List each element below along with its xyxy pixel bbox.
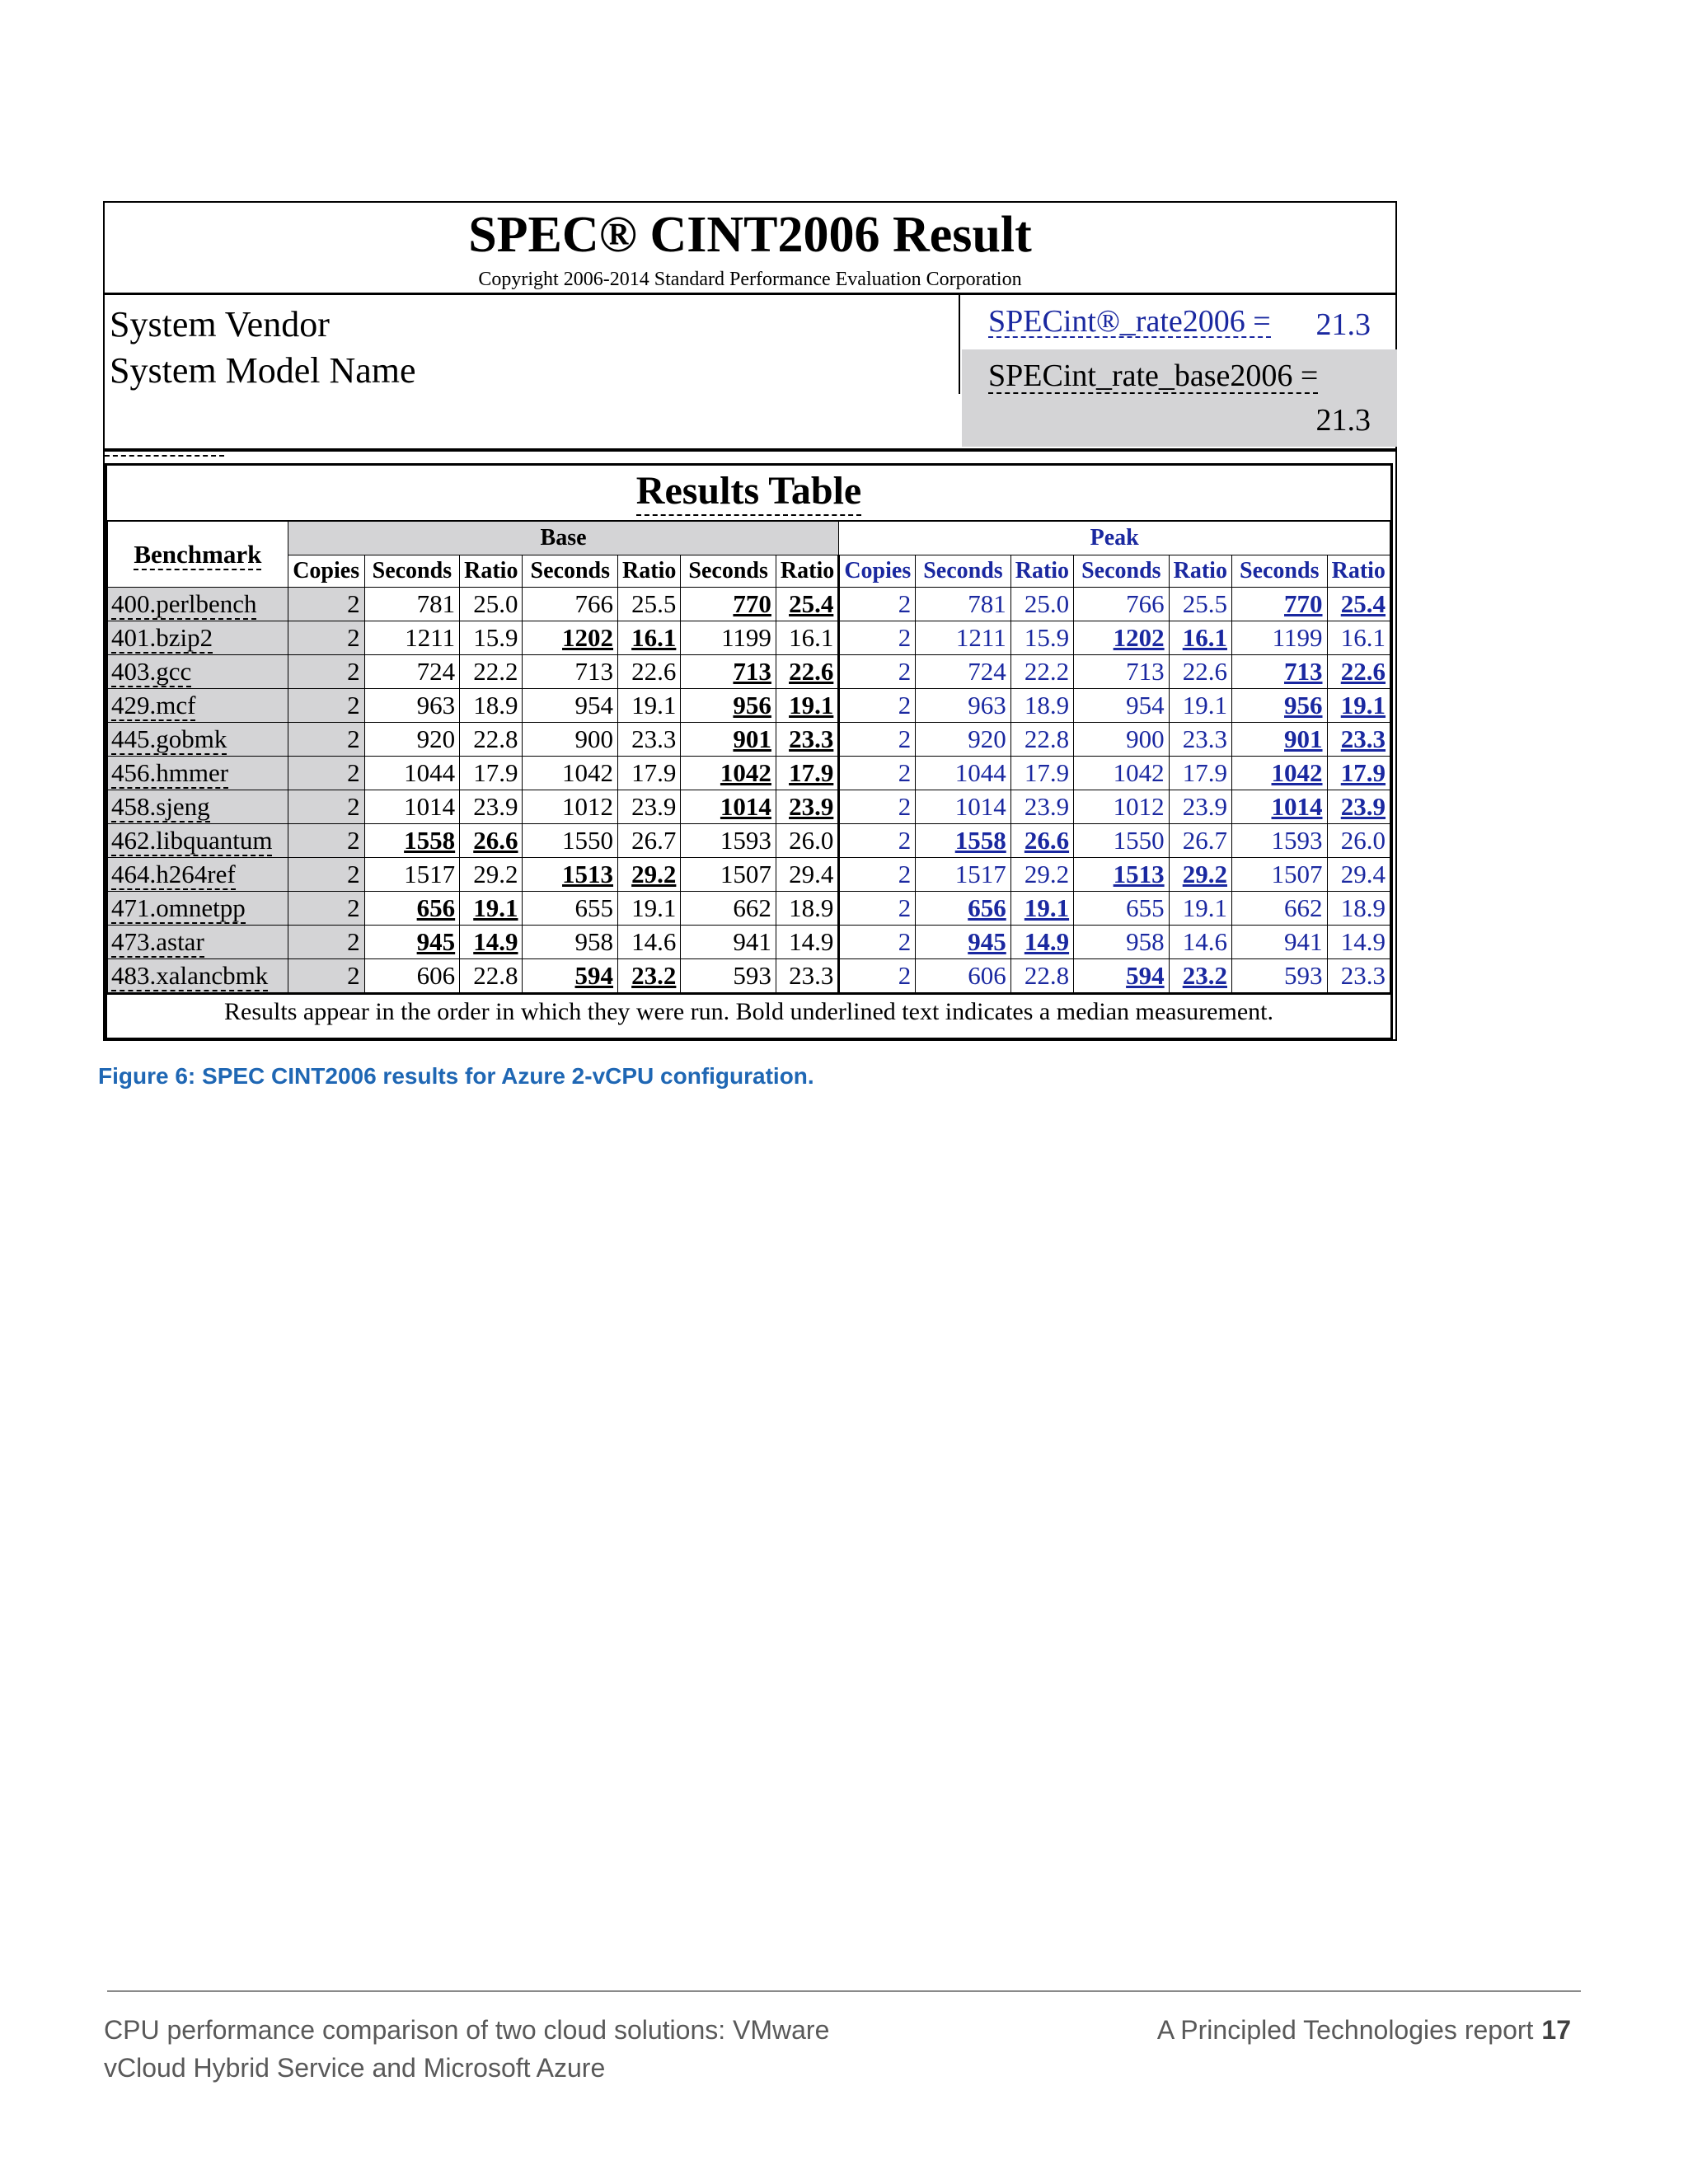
table-cell: 941 <box>681 926 776 959</box>
base-label: SPECint_rate_base2006 = <box>988 359 1319 393</box>
benchmark-name-cell <box>108 824 288 858</box>
table-cell: 26.7 <box>618 824 681 858</box>
table-row <box>108 757 1390 790</box>
table-cell: 22.8 <box>1010 723 1073 757</box>
table-cell: 1042 <box>523 757 618 790</box>
table-cell: 1211 <box>916 621 1011 655</box>
table-cell: 2 <box>839 655 916 689</box>
table-cell: 2 <box>288 621 364 655</box>
table-cell: 2 <box>839 926 916 959</box>
results-table <box>107 520 1390 993</box>
table-cell: 956 <box>681 689 776 723</box>
rate-label: SPECint®_rate2006 = <box>988 304 1271 339</box>
peak-col-header-seconds: Seconds <box>1231 555 1327 588</box>
rate-value: 21.3 <box>1315 307 1371 342</box>
table-cell: 2 <box>288 892 364 926</box>
table-cell: 1199 <box>681 621 776 655</box>
benchmark-name-cell <box>108 723 288 757</box>
table-cell: 1513 <box>1074 858 1170 892</box>
table-cell: 22.6 <box>618 655 681 689</box>
table-cell: 594 <box>1074 959 1170 993</box>
table-cell: 766 <box>523 588 618 621</box>
table-row <box>108 790 1390 824</box>
benchmark-name: 445.gobmk <box>111 724 227 753</box>
table-cell: 22.8 <box>460 959 523 993</box>
benchmark-name-cell <box>108 757 288 790</box>
benchmark-name-cell <box>108 689 288 723</box>
peak-col-header-ratio: Ratio <box>1169 555 1231 588</box>
table-cell: 920 <box>364 723 460 757</box>
table-cell: 22.6 <box>1169 655 1231 689</box>
peak-col-header-seconds: Seconds <box>1074 555 1170 588</box>
table-cell: 2 <box>839 790 916 824</box>
table-cell: 781 <box>916 588 1011 621</box>
table-cell: 23.9 <box>1327 790 1390 824</box>
table-cell: 23.2 <box>618 959 681 993</box>
table-cell: 656 <box>364 892 460 926</box>
peak-group-header: Peak <box>839 521 1390 555</box>
table-cell: 713 <box>523 655 618 689</box>
table-row <box>108 588 1390 621</box>
table-cell: 662 <box>1231 892 1327 926</box>
table-cell: 920 <box>916 723 1011 757</box>
table-cell: 14.9 <box>1010 926 1073 959</box>
results-note: Results appear in the order in which they were run. Bold underlined text indicates a median measurement. <box>107 993 1390 1031</box>
table-cell: 16.1 <box>618 621 681 655</box>
table-cell: 29.2 <box>1169 858 1231 892</box>
benchmark-name-cell <box>108 959 288 993</box>
benchmark-name: 462.libquantum <box>111 826 273 855</box>
table-cell: 1550 <box>523 824 618 858</box>
table-cell: 19.1 <box>1010 892 1073 926</box>
table-row <box>108 959 1390 993</box>
table-cell: 2 <box>288 723 364 757</box>
results-table-title <box>107 466 1390 520</box>
table-cell: 1044 <box>916 757 1011 790</box>
table-cell: 900 <box>523 723 618 757</box>
footer-title <box>104 2011 928 2087</box>
table-cell: 16.1 <box>1169 621 1231 655</box>
table-cell: 2 <box>288 790 364 824</box>
table-cell: 19.1 <box>460 892 523 926</box>
table-cell: 2 <box>839 588 916 621</box>
table-cell: 2 <box>288 858 364 892</box>
results-title-text: Results Table <box>636 469 861 516</box>
benchmark-name-cell <box>108 892 288 926</box>
table-cell: 2 <box>288 959 364 993</box>
table-cell: 1042 <box>1231 757 1327 790</box>
table-cell: 23.3 <box>1327 723 1390 757</box>
table-cell: 18.9 <box>460 689 523 723</box>
table-cell: 1550 <box>1074 824 1170 858</box>
table-cell: 14.6 <box>1169 926 1231 959</box>
table-cell: 2 <box>839 959 916 993</box>
table-cell: 2 <box>288 655 364 689</box>
table-cell: 901 <box>1231 723 1327 757</box>
table-cell: 15.9 <box>1010 621 1073 655</box>
table-cell: 25.0 <box>460 588 523 621</box>
table-cell: 29.2 <box>1010 858 1073 892</box>
peak-col-header-ratio: Ratio <box>1010 555 1073 588</box>
table-cell: 17.9 <box>1327 757 1390 790</box>
table-cell: 1042 <box>681 757 776 790</box>
benchmark-name: 483.xalancbmk <box>111 961 269 990</box>
base-col-header-seconds: Seconds <box>364 555 460 588</box>
table-cell: 1014 <box>364 790 460 824</box>
table-cell: 14.6 <box>618 926 681 959</box>
table-cell: 29.2 <box>618 858 681 892</box>
table-cell: 29.4 <box>776 858 838 892</box>
table-cell: 1012 <box>523 790 618 824</box>
table-cell: 958 <box>1074 926 1170 959</box>
dashed-divider <box>105 455 224 457</box>
table-cell: 593 <box>1231 959 1327 993</box>
benchmark-header <box>108 521 288 588</box>
base-col-header-ratio: Ratio <box>618 555 681 588</box>
benchmark-name: 464.h264ref <box>111 860 236 888</box>
table-cell: 19.1 <box>776 689 838 723</box>
table-cell: 2 <box>288 824 364 858</box>
table-cell: 963 <box>916 689 1011 723</box>
table-cell: 1202 <box>523 621 618 655</box>
peak-col-header-copies: Copies <box>839 555 916 588</box>
table-cell: 17.9 <box>776 757 838 790</box>
table-cell: 25.0 <box>1010 588 1073 621</box>
benchmark-name-cell <box>108 588 288 621</box>
table-cell: 1012 <box>1074 790 1170 824</box>
table-cell: 656 <box>916 892 1011 926</box>
spec-title: SPEC® CINT2006 Result <box>468 207 1032 263</box>
benchmark-name: 429.mcf <box>111 691 196 719</box>
footer-divider <box>107 1990 1581 1992</box>
base-metric <box>962 349 1397 447</box>
table-cell: 23.3 <box>1169 723 1231 757</box>
table-cell: 23.9 <box>618 790 681 824</box>
table-cell: 606 <box>364 959 460 993</box>
table-cell: 1014 <box>681 790 776 824</box>
table-cell: 26.0 <box>1327 824 1390 858</box>
peak-col-header-ratio: Ratio <box>1327 555 1390 588</box>
table-row <box>108 858 1390 892</box>
metrics-divider <box>959 295 960 394</box>
table-cell: 25.5 <box>618 588 681 621</box>
system-info-row <box>105 295 1395 452</box>
base-col-header-seconds: Seconds <box>681 555 776 588</box>
table-cell: 18.9 <box>776 892 838 926</box>
table-cell: 23.3 <box>1327 959 1390 993</box>
table-cell: 770 <box>681 588 776 621</box>
table-cell: 1593 <box>681 824 776 858</box>
base-value: 21.3 <box>1315 403 1371 438</box>
benchmark-name: 471.omnetpp <box>111 893 246 922</box>
table-row <box>108 621 1390 655</box>
table-cell: 1513 <box>523 858 618 892</box>
footer-report <box>989 2011 1571 2049</box>
table-cell: 2 <box>288 757 364 790</box>
table-cell: 1042 <box>1074 757 1170 790</box>
table-cell: 17.9 <box>460 757 523 790</box>
table-cell: 23.3 <box>776 959 838 993</box>
table-cell: 26.7 <box>1169 824 1231 858</box>
table-row <box>108 926 1390 959</box>
table-cell: 1517 <box>364 858 460 892</box>
table-cell: 23.9 <box>1169 790 1231 824</box>
table-cell: 22.6 <box>1327 655 1390 689</box>
table-cell: 655 <box>1074 892 1170 926</box>
table-cell: 655 <box>523 892 618 926</box>
rate-metric <box>962 295 1397 349</box>
table-cell: 15.9 <box>460 621 523 655</box>
spec-header <box>105 203 1395 295</box>
results-body <box>108 588 1390 993</box>
table-cell: 1507 <box>681 858 776 892</box>
table-cell: 26.0 <box>776 824 838 858</box>
table-cell: 1199 <box>1231 621 1327 655</box>
table-cell: 14.9 <box>1327 926 1390 959</box>
table-cell: 18.9 <box>1010 689 1073 723</box>
table-cell: 954 <box>523 689 618 723</box>
table-cell: 945 <box>916 926 1011 959</box>
base-group-header: Base <box>288 521 839 555</box>
table-cell: 19.1 <box>1169 892 1231 926</box>
base-col-header-seconds: Seconds <box>523 555 618 588</box>
table-cell: 2 <box>839 892 916 926</box>
footer-title-line2: vCloud Hybrid Service and Microsoft Azure <box>104 2053 606 2083</box>
table-cell: 1014 <box>1231 790 1327 824</box>
table-cell: 1014 <box>916 790 1011 824</box>
table-row <box>108 824 1390 858</box>
benchmark-name: 401.bzip2 <box>111 623 213 652</box>
table-cell: 901 <box>681 723 776 757</box>
benchmark-header-text: Benchmark <box>134 539 262 569</box>
table-cell: 2 <box>839 824 916 858</box>
base-col-header-copies: Copies <box>288 555 364 588</box>
table-cell: 713 <box>1231 655 1327 689</box>
table-cell: 23.9 <box>1010 790 1073 824</box>
footer-report-text: A Principled Technologies report <box>1156 2015 1534 2045</box>
system-model-label: System Model Name <box>110 350 416 391</box>
table-cell: 23.2 <box>1169 959 1231 993</box>
table-cell: 770 <box>1231 588 1327 621</box>
footer-title-line1: CPU performance comparison of two cloud solutions: VMware <box>104 2015 830 2045</box>
table-cell: 1558 <box>364 824 460 858</box>
table-cell: 900 <box>1074 723 1170 757</box>
table-cell: 766 <box>1074 588 1170 621</box>
table-cell: 23.9 <box>460 790 523 824</box>
table-cell: 945 <box>364 926 460 959</box>
table-cell: 29.2 <box>460 858 523 892</box>
table-cell: 2 <box>288 926 364 959</box>
table-cell: 17.9 <box>1010 757 1073 790</box>
table-cell: 25.4 <box>1327 588 1390 621</box>
table-cell: 23.3 <box>776 723 838 757</box>
table-cell: 713 <box>681 655 776 689</box>
table-cell: 19.1 <box>618 892 681 926</box>
table-cell: 2 <box>839 689 916 723</box>
table-cell: 22.2 <box>1010 655 1073 689</box>
benchmark-name-cell <box>108 858 288 892</box>
table-cell: 1211 <box>364 621 460 655</box>
table-cell: 22.8 <box>1010 959 1073 993</box>
table-cell: 23.3 <box>618 723 681 757</box>
table-cell: 593 <box>681 959 776 993</box>
table-cell: 1558 <box>916 824 1011 858</box>
table-cell: 19.1 <box>1169 689 1231 723</box>
table-cell: 14.9 <box>776 926 838 959</box>
table-cell: 16.1 <box>1327 621 1390 655</box>
table-cell: 2 <box>288 588 364 621</box>
table-cell: 594 <box>523 959 618 993</box>
benchmark-name: 456.hmmer <box>111 758 229 787</box>
table-cell: 1044 <box>364 757 460 790</box>
table-cell: 1593 <box>1231 824 1327 858</box>
table-cell: 25.4 <box>776 588 838 621</box>
table-cell: 22.6 <box>776 655 838 689</box>
table-cell: 2 <box>839 858 916 892</box>
table-cell: 2 <box>839 621 916 655</box>
benchmark-name: 403.gcc <box>111 657 192 686</box>
system-vendor-label: System Vendor <box>110 304 330 344</box>
base-col-header-ratio: Ratio <box>460 555 523 588</box>
column-header-row <box>108 555 1390 588</box>
benchmark-name: 473.astar <box>111 927 204 956</box>
base-col-header-ratio: Ratio <box>776 555 838 588</box>
table-row <box>108 655 1390 689</box>
page-number: 17 <box>1541 2015 1571 2045</box>
table-cell: 16.1 <box>776 621 838 655</box>
table-cell: 29.4 <box>1327 858 1390 892</box>
benchmark-name-cell <box>108 621 288 655</box>
table-cell: 22.8 <box>460 723 523 757</box>
table-cell: 19.1 <box>618 689 681 723</box>
figure-caption: Figure 6: SPEC CINT2006 results for Azure 2-vCPU configuration. <box>98 1063 814 1089</box>
table-row <box>108 892 1390 926</box>
table-cell: 781 <box>364 588 460 621</box>
table-cell: 1507 <box>1231 858 1327 892</box>
table-cell: 19.1 <box>1327 689 1390 723</box>
table-cell: 2 <box>839 757 916 790</box>
benchmark-name-cell <box>108 790 288 824</box>
table-cell: 18.9 <box>1327 892 1390 926</box>
table-cell: 724 <box>916 655 1011 689</box>
benchmark-name-cell <box>108 926 288 959</box>
table-cell: 25.5 <box>1169 588 1231 621</box>
spec-copyright: Copyright 2006-2014 Standard Performance Evaluation Corporation <box>478 269 1022 290</box>
table-cell: 941 <box>1231 926 1327 959</box>
table-cell: 2 <box>288 689 364 723</box>
results-area <box>105 452 1395 1037</box>
table-cell: 1202 <box>1074 621 1170 655</box>
table-cell: 954 <box>1074 689 1170 723</box>
metrics-box <box>962 295 1397 448</box>
table-cell: 14.9 <box>460 926 523 959</box>
benchmark-name-cell <box>108 655 288 689</box>
results-table-frame <box>105 463 1393 1040</box>
table-cell: 724 <box>364 655 460 689</box>
table-cell: 958 <box>523 926 618 959</box>
table-cell: 662 <box>681 892 776 926</box>
table-cell: 17.9 <box>618 757 681 790</box>
table-cell: 606 <box>916 959 1011 993</box>
table-row <box>108 723 1390 757</box>
benchmark-name: 458.sjeng <box>111 792 210 821</box>
benchmark-name: 400.perlbench <box>111 589 257 618</box>
table-cell: 26.6 <box>460 824 523 858</box>
table-row <box>108 689 1390 723</box>
peak-col-header-seconds: Seconds <box>916 555 1011 588</box>
table-cell: 1517 <box>916 858 1011 892</box>
table-cell: 963 <box>364 689 460 723</box>
table-cell: 956 <box>1231 689 1327 723</box>
table-cell: 26.6 <box>1010 824 1073 858</box>
table-cell: 23.9 <box>776 790 838 824</box>
spec-result-figure <box>103 201 1397 1041</box>
table-cell: 2 <box>839 723 916 757</box>
table-cell: 713 <box>1074 655 1170 689</box>
table-cell: 17.9 <box>1169 757 1231 790</box>
table-cell: 22.2 <box>460 655 523 689</box>
